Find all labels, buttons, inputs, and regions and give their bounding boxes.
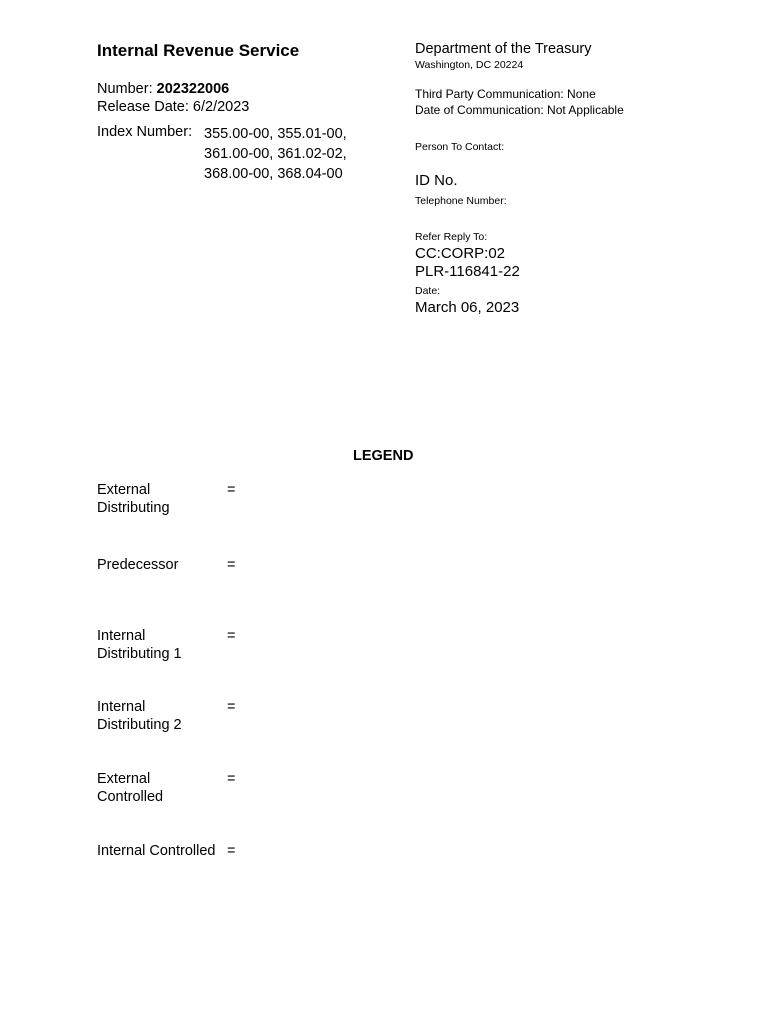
legend-equals: = [227,628,236,644]
legend-term: Internal Distributing 1 [97,628,182,662]
letter-date: March 06, 2023 [415,299,520,316]
date-of-communication: Date of Communication: Not Applicable [415,103,624,117]
number-label: Number: [97,81,157,97]
third-party-communication: Third Party Communication: None [415,87,596,101]
legend-term: Internal Controlled [97,843,216,859]
telephone-label: Telephone Number: [415,195,507,207]
number-value: 202322006 [156,81,230,97]
date-label: Date: [415,285,441,297]
index-line: 361.00-00, 361.02-02, [204,146,347,162]
legend-term: External Distributing [97,482,170,516]
legend-equals: = [227,482,236,498]
legend-term: External Controlled [97,771,164,805]
index-line: 355.00-00, 355.01-00, [204,126,347,142]
cc-code: CC:CORP:02 [415,245,506,262]
index-number-label: Index Number: [97,124,193,140]
legend-equals: = [227,699,236,715]
legend-term: Internal Distributing 2 [97,699,182,733]
legend-equals: = [227,843,236,859]
id-number-label: ID No. [415,172,458,189]
index-line: 368.00-00, 368.04-00 [204,166,343,182]
legend-title: LEGEND [353,448,414,464]
refer-reply-label: Refer Reply To: [415,231,488,243]
legend-term: Predecessor [97,557,179,573]
agency-name: Internal Revenue Service [97,41,300,60]
person-to-contact-label: Person To Contact: [415,141,505,153]
department-address: Washington, DC 20224 [415,59,524,71]
ruling-number [97,81,229,97]
legend-equals: = [227,771,236,787]
legend-equals: = [227,557,236,573]
index-numbers [204,124,347,184]
plr-number: PLR-116841-22 [415,263,520,280]
department-name: Department of the Treasury [415,41,592,57]
release-date: Release Date: 6/2/2023 [97,99,250,115]
